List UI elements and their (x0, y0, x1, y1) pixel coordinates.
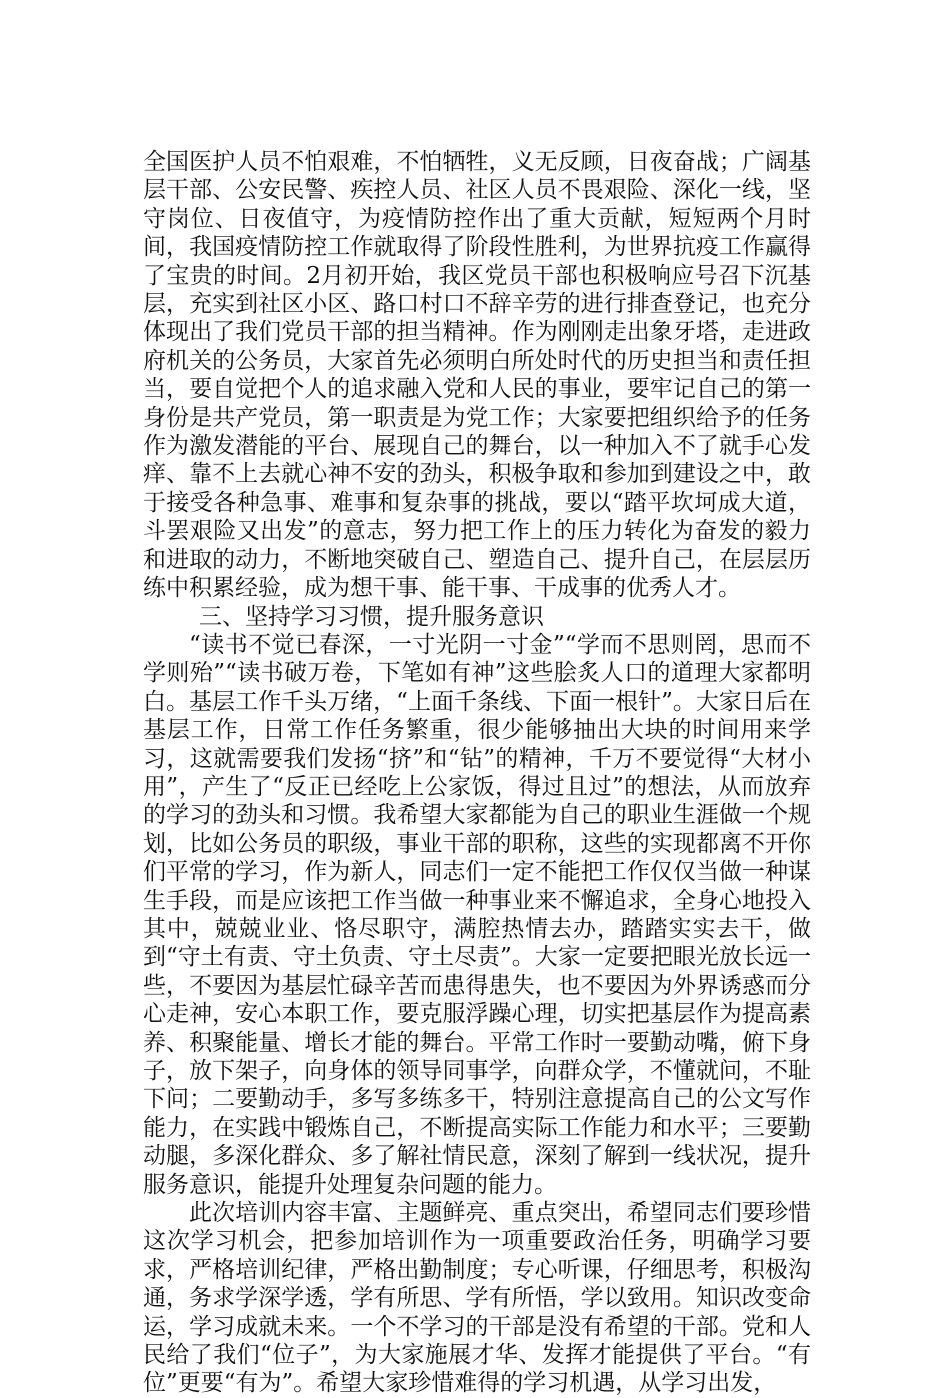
paragraph-training: 此次培训内容丰富、主题鲜亮、重点突出，希望同志们要珍惜这次学习机会，把参加培训作为一项重要政治任务，明确学习要求，严格培训纪律，严格出勤制度；专心听课，仔细思考，积极沟通，务求学深学透，学有所思、学有所悟，学以致用。知识改变命运，学习成就未来。一个不学习的干部是没有希望的干部。党和人民给了我们“位子”，为大家施展才华、发挥才能提供了平台。“有位”更要“有为”。希望大家珍惜难得的学习机遇，从学习出发， (143, 1200, 811, 1397)
paragraph-continued: 全国医护人员不怕艰难，不怕牺牲，义无反顾，日夜奋战；广阔基层干部、公安民警、疾控人员、社区人员不畏艰险、深化一线，坚守岗位、日夜值守，为疫情防控作出了重大贡献，短短两个月时间，我国疫情防控工作就取得了阶段性胜利，为世界抗疫工作赢得了宝贵的时间。2月初开始，我区党员干部也积极响应号召下沉基层，充实到社区小区、路口村口不辞辛劳的进行排查登记，也充分体现出了我们党员干部的担当精神。作为刚刚走出象牙塔，走进政府机关的公务员，大家首先必须明白所处时代的历史担当和责任担当，要自觉把个人的追求融入党和人民的事业，要牢记自己的第一身份是共产党员，第一职责是为党工作；大家要把组织给予的任务作为激发潜能的平台、展现自己的舞台，以一种加入不了就手心发痒、靠不上去就心神不安的劲头，积极争取和参加到建设之中，敢于接受各种急事、难事和复杂事的挑战，要以“踏平坎坷成大道，斗罢艰险又出发”的意志，努力把工作上的压力转化为奋发的毅力和进取的动力，不断地突破自己、塑造自己、提升自己，在层层历练中积累经验，成为想干事、能干事、干成事的优秀人才。 (143, 149, 811, 602)
paragraph-study-habits: “读书不觉已春深，一寸光阴一寸金”“学而不思则罔，思而不学则殆”“读书破万卷，下笔如有神”这些脍炙人口的道理大家都明白。基层工作千头万绪，“上面千条线、下面一根针”。大家日后在基层工作，日常工作任务繁重，很少能够抽出大块的时间用来学习，这就需要我们发扬“挤”和“钻”的精神，千万不要觉得“大材小用”，产生了“反正已经吃上公家饭，得过且过”的想法，从而放弃的学习的劲头和习惯。我希望大家都能为自己的职业生涯做一个规划，比如公务员的职级，事业干部的职称，这些的实现都离不开你们平常的学习，作为新人，同志们一定不能把工作仅仅当做一种谋生手段，而是应该把工作当做一种事业来不懈追求，全身心地投入其中，兢兢业业、恪尽职守，满腔热情去办，踏踏实实去干，做到“守土有责、守土负责、守土尽责”。大家一定要把眼光放长远一些，不要因为基层忙碌辛苦而患得患失，也不要因为外界诱惑而分心走神，安心本职工作，要克服浮躁心理，切实把基层作为提高素养、积聚能量、增长才能的舞台。平常工作时一要勤动嘴，俯下身子，放下架子，向身体的领导同事学，向群众学，不懂就问，不耻下问；二要勤动手，多写多练多干，特别注意提高自己的公文写作能力，在实践中锻炼自己，不断提高实际工作能力和水平；三要勤动腿，多深化群众、多了解社情民意，深刻了解到一线状况，提升服务意识，能提升处理复杂问题的能力。 (143, 631, 811, 1198)
document-body (143, 148, 811, 1398)
section-heading-3: 三、坚持学习习惯，提升服务意识 (199, 603, 544, 630)
